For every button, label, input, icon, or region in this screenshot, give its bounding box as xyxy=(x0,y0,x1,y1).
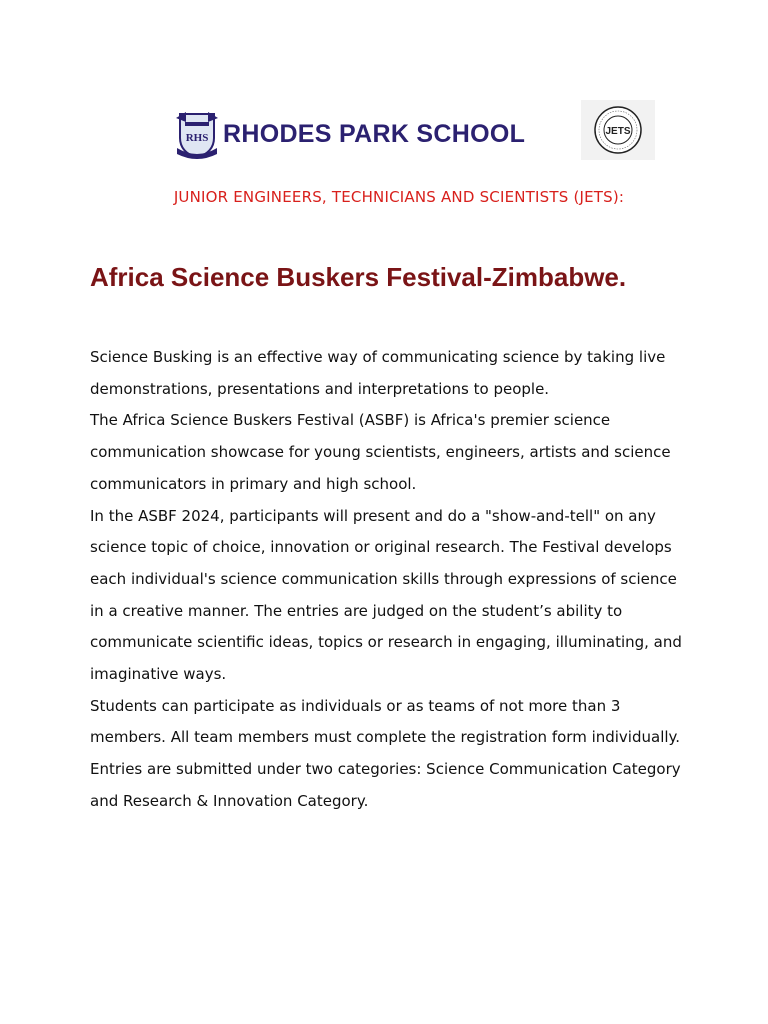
page-title: Africa Science Buskers Festival-Zimbabwe. xyxy=(90,262,627,292)
document-header xyxy=(0,100,768,164)
school-crest-logo xyxy=(172,108,222,162)
paragraph: In the ASBF 2024, participants will present and do a "show-and-tell" on any science topic of choice, innovation or original research. The Festival develops each individual's science communication skills through expressions of science in a creative manner. The entries are judged on the student’s ability to communicate scientific ideas, topics or research in engaging, illuminating, and imaginative ways. xyxy=(90,506,682,684)
paragraph: The Africa Science Buskers Festival (ASBF) is Africa's premier science communication showcase for young scientists, engineers, artists and science communicators in primary and high school. xyxy=(90,411,671,493)
school-name: RHODES PARK SCHOOL xyxy=(223,120,526,148)
jets-logo xyxy=(581,100,655,160)
jets-logo-text: JETS xyxy=(605,126,631,137)
program-subtitle: JUNIOR ENGINEERS, TECHNICIANS AND SCIENTISTS (JETS): xyxy=(173,188,625,206)
crest-text: RHS xyxy=(185,132,209,144)
paragraph: Science Busking is an effective way of communicating science by taking live demonstrations, presentations and interpretations to people. xyxy=(90,348,666,398)
body-text xyxy=(90,342,690,818)
paragraph: Students can participate as individuals or as teams of not more than 3 members. All team members must complete the registration form individually. Entries are submitted under two categories: Science Communication Category and Research & Innovation Category. xyxy=(90,696,681,810)
